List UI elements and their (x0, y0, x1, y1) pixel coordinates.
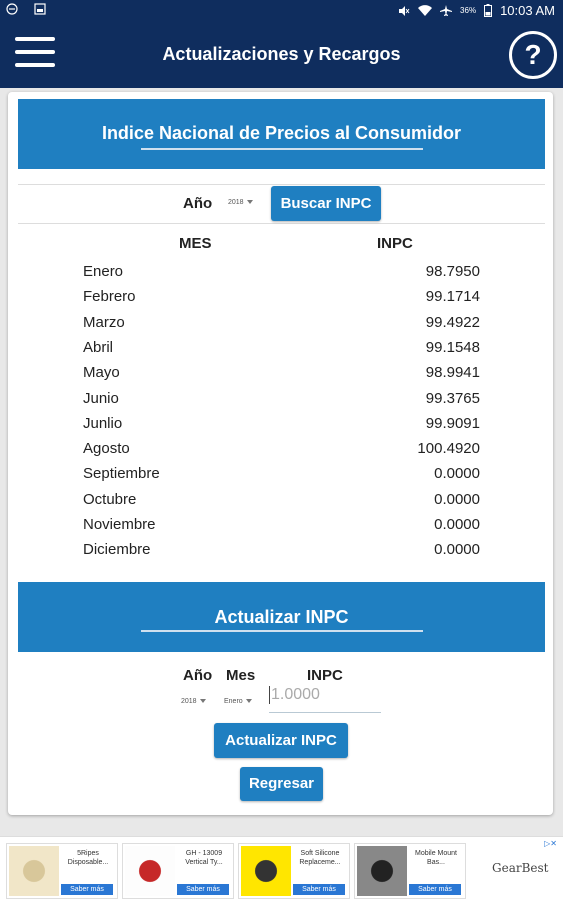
app-bar (0, 22, 563, 88)
inpc-value-input[interactable] (269, 686, 381, 713)
app-title: Actualizaciones y Recargos (162, 44, 401, 64)
update-inpc-button[interactable]: Actualizar INPC (214, 723, 348, 758)
gallery-icon (34, 3, 46, 15)
ad-product-image (357, 846, 407, 896)
row-inpc-value: 100.4920 (417, 440, 480, 458)
update-section-title: Actualizar INPC (214, 607, 349, 627)
row-inpc-value: 0.0000 (434, 490, 480, 508)
row-month: Septiembre (83, 465, 160, 483)
ad-banner[interactable] (0, 836, 563, 901)
back-button[interactable]: Regresar (240, 767, 323, 801)
update-month-label: Mes (226, 667, 256, 684)
ad-product-image (125, 846, 175, 896)
dropdown-caret-icon (247, 200, 253, 204)
update-banner (18, 582, 545, 652)
update-month-select[interactable] (224, 698, 252, 705)
row-inpc-value: 0.0000 (434, 465, 480, 483)
row-month: Octubre (83, 490, 137, 508)
status-time: 10:03 AM (500, 3, 555, 18)
inpc-section-title: Indice Nacional de Precios al Consumidor (101, 123, 462, 143)
ad-item[interactable] (354, 843, 466, 899)
column-header-inpc: INPC (377, 235, 413, 252)
ad-cta-button[interactable]: Saber más (61, 884, 113, 895)
table-row (83, 386, 480, 411)
update-month-value: Enero (224, 698, 243, 705)
inpc-banner (18, 99, 545, 169)
ad-item[interactable] (6, 843, 118, 899)
ad-cta-button[interactable]: Saber más (293, 884, 345, 895)
row-inpc-value: 98.7950 (425, 263, 480, 280)
inpc-input-placeholder: 1.0000 (271, 686, 320, 704)
row-inpc-value: 99.4922 (425, 313, 480, 331)
battery-icon (484, 4, 492, 17)
table-row (83, 436, 480, 461)
airplane-icon (440, 5, 452, 17)
row-month: Noviembre (83, 516, 156, 533)
update-year-value: 2018 (181, 698, 197, 705)
row-month: Enero (83, 263, 124, 280)
ad-item[interactable] (238, 843, 350, 899)
ad-cta-button[interactable]: Saber más (409, 884, 461, 895)
ad-brand-logo[interactable]: GearBest (492, 861, 549, 875)
dropdown-caret-icon (246, 699, 252, 703)
ad-product-image (241, 846, 291, 896)
update-year-label: Año (183, 667, 213, 684)
row-month: Marzo (83, 313, 125, 331)
table-row (83, 487, 480, 512)
column-header-month: MES (179, 235, 212, 252)
ad-text: GH - 13009 Vertical Ty... (185, 850, 223, 866)
row-inpc-value: 98.9941 (425, 364, 480, 382)
row-month: Diciembre (83, 541, 151, 559)
year-filter-row (18, 184, 545, 224)
ad-item[interactable] (122, 843, 234, 899)
year-select[interactable] (228, 199, 253, 206)
row-month: Agosto (83, 440, 130, 458)
row-month: Mayo (83, 364, 120, 382)
table-row (83, 259, 480, 284)
year-select-value: 2018 (228, 199, 244, 206)
row-month: Junlio (83, 414, 123, 432)
row-month: Abril (83, 338, 114, 356)
year-label: Año (183, 195, 213, 212)
title-underline (141, 148, 423, 150)
table-row (83, 537, 480, 562)
update-title-underline (141, 630, 423, 632)
row-inpc-value: 99.1548 (425, 338, 480, 356)
table-row (83, 335, 480, 360)
row-inpc-value: 0.0000 (434, 516, 480, 533)
row-inpc-value: 0.0000 (434, 541, 480, 559)
ad-text: Soft Silicone Replaceme... (299, 850, 341, 866)
row-month: Junio (83, 389, 119, 407)
battery-label: 36% (460, 6, 477, 15)
row-inpc-value: 99.9091 (425, 414, 480, 432)
row-month: Febrero (83, 288, 136, 306)
table-row (83, 284, 480, 309)
table-row (83, 512, 480, 537)
text-cursor (269, 686, 270, 704)
search-inpc-button[interactable]: Buscar INPC (271, 186, 381, 221)
mute-icon (398, 5, 410, 17)
dropdown-caret-icon (200, 699, 206, 703)
help-icon[interactable]: ? (509, 31, 557, 79)
row-inpc-value: 99.1714 (425, 288, 480, 306)
ad-text: 5Ripes Disposable... (67, 850, 109, 866)
status-bar (0, 0, 563, 22)
table-row (83, 461, 480, 486)
update-inpc-label: INPC (307, 667, 343, 684)
update-year-select[interactable] (181, 698, 206, 705)
table-row (83, 411, 480, 436)
wifi-icon (418, 5, 432, 17)
ad-text: Mobile Mount Bas... (414, 850, 458, 866)
main-card (8, 92, 553, 815)
table-row (83, 360, 480, 385)
ad-choices-icon[interactable]: ▷✕ (544, 839, 557, 848)
table-row (83, 310, 480, 335)
ad-product-image (9, 846, 59, 896)
ad-cta-button[interactable]: Saber más (177, 884, 229, 895)
row-inpc-value: 99.3765 (425, 389, 480, 407)
minus-circle-icon (6, 3, 18, 15)
